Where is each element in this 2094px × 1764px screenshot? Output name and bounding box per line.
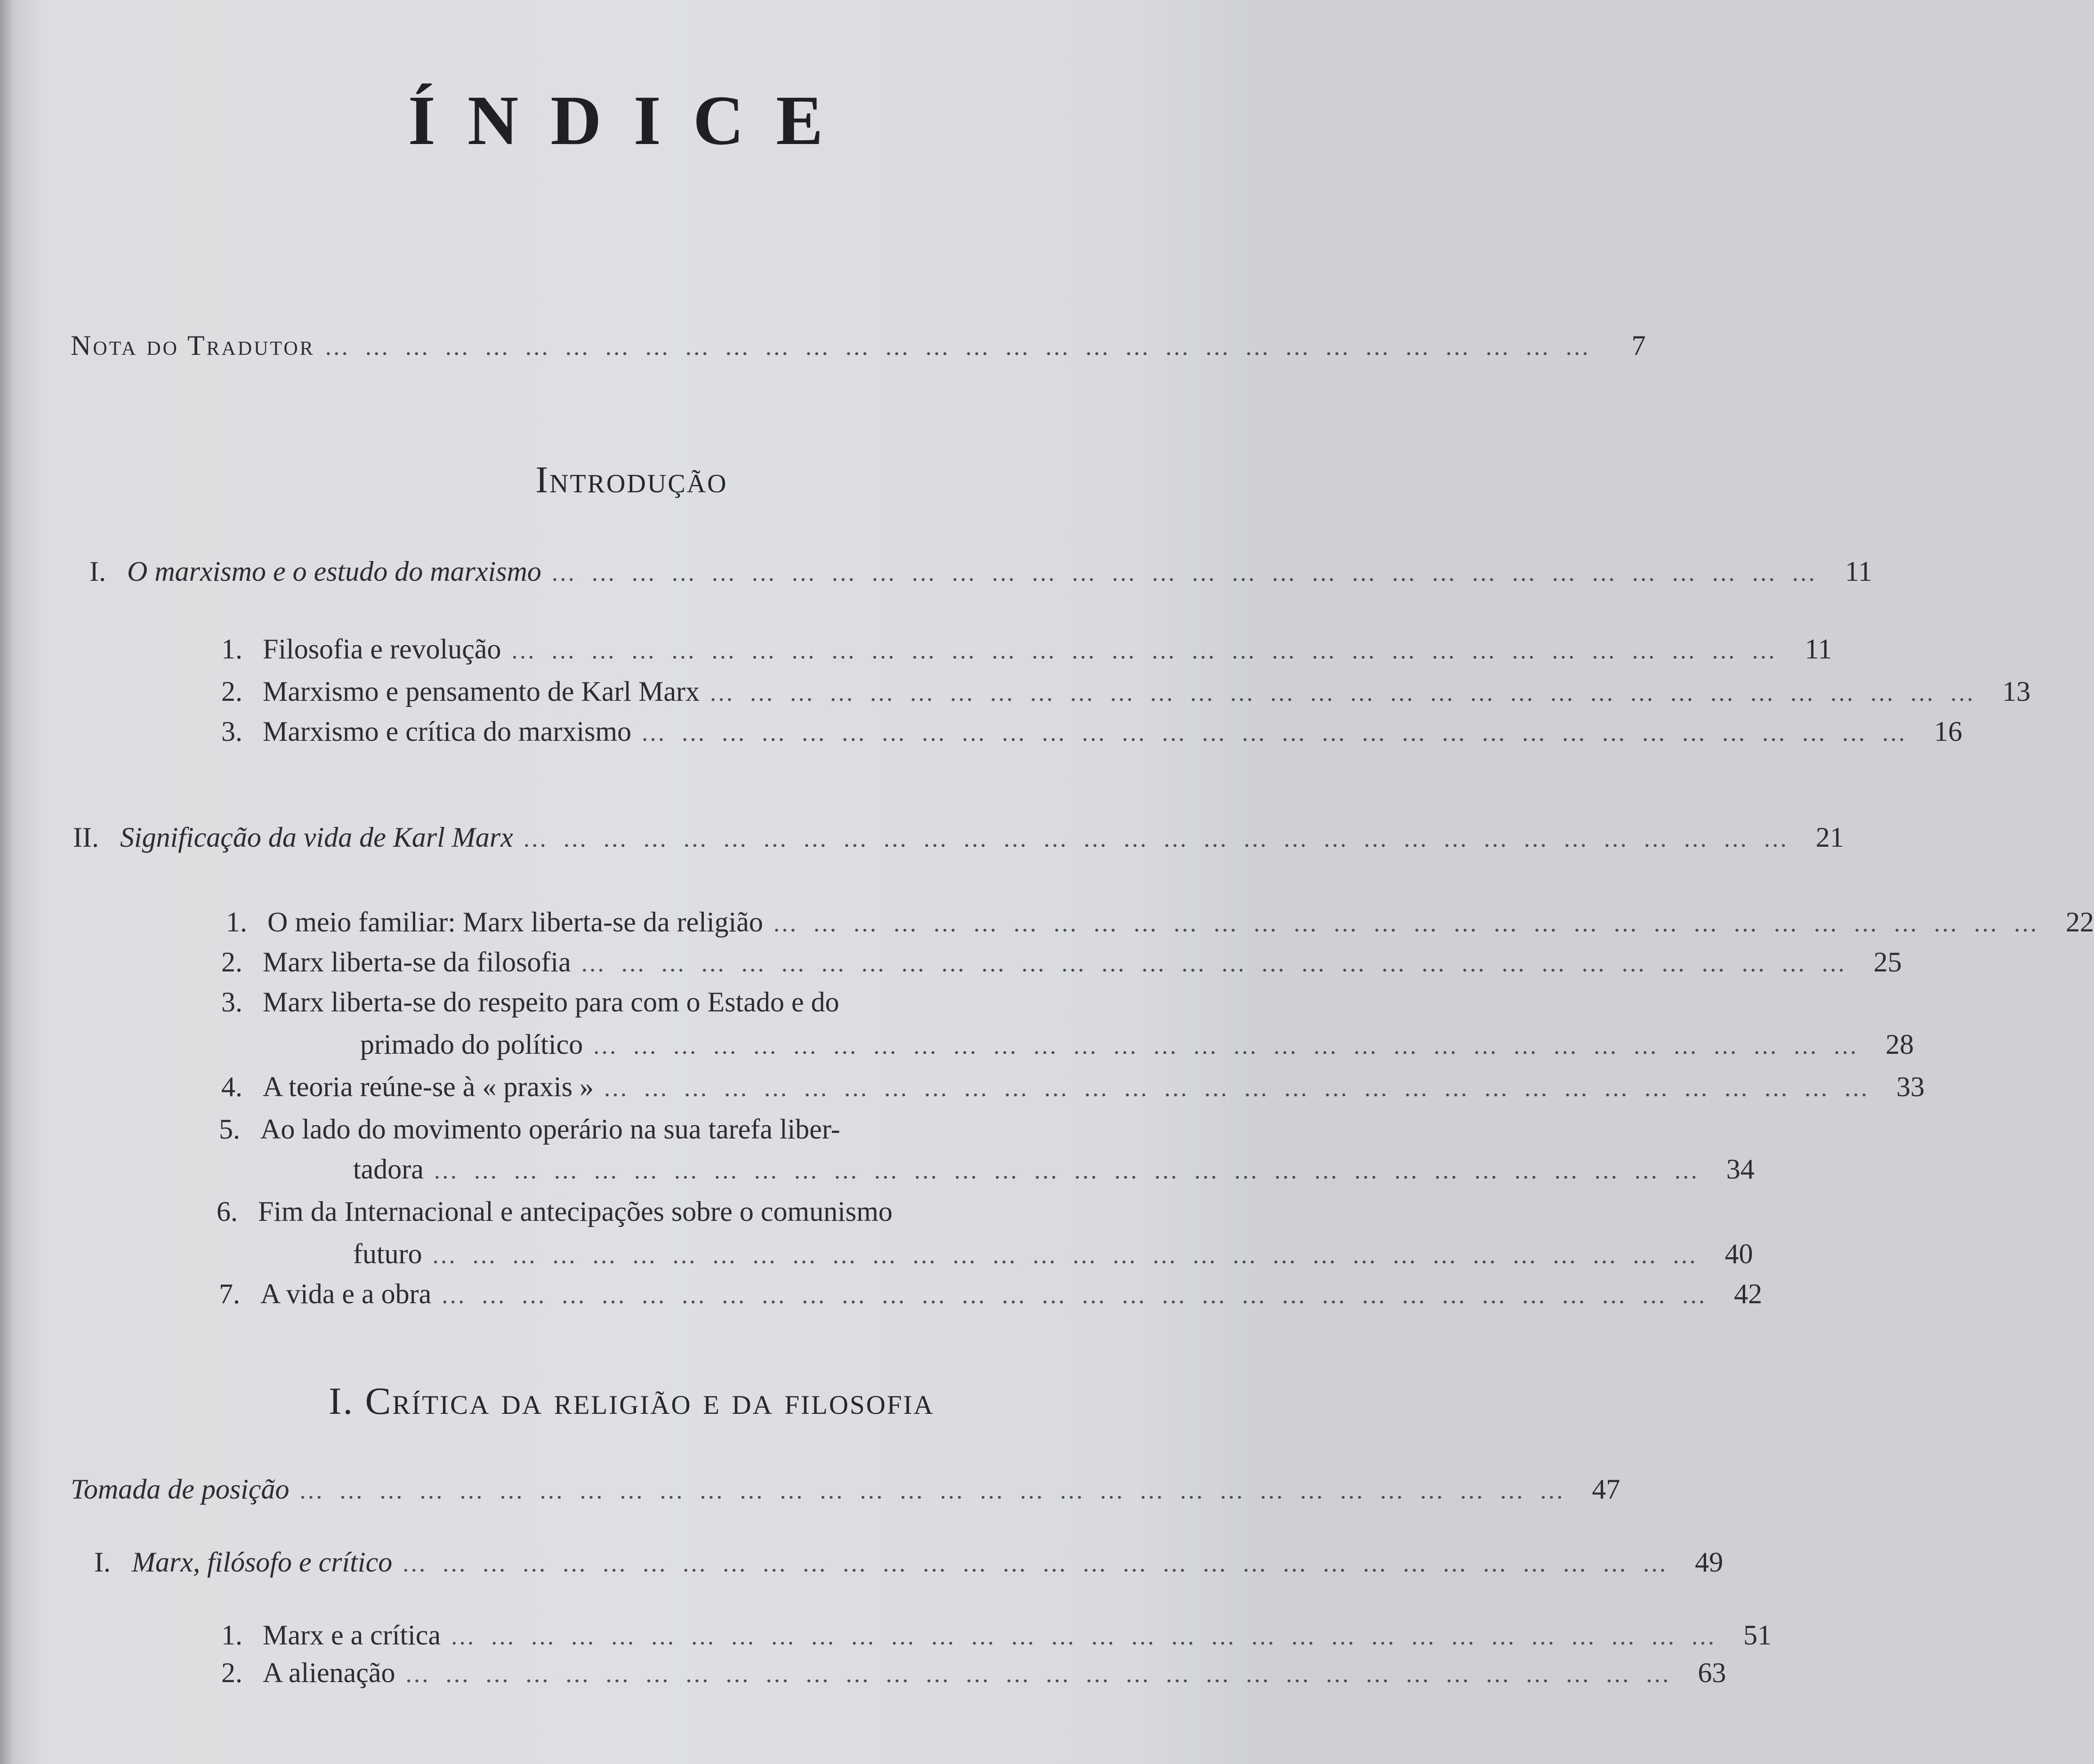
toc-item[interactable] (221, 1657, 1726, 1689)
toc-item[interactable] (221, 1071, 1925, 1103)
toc-item[interactable] (353, 1238, 1753, 1270)
item-number: 3. (221, 986, 242, 1018)
leader-dots: … … … … … … … … … … … … … … … … … … … … … … … … … … … … … … … … (580, 950, 1850, 977)
toc-page-number: 22 (2065, 906, 2094, 938)
item-label: Marx liberta-se da filosofia (263, 946, 571, 978)
toc-page-number: 16 (1934, 716, 1963, 747)
leader-dots: … … … … … … … … … … … … … … … … … … … … … … … … … … … … … … … … (324, 334, 1594, 361)
toc-page-number: 33 (1896, 1071, 1925, 1102)
page-title: ÍNDICE (408, 81, 855, 160)
toc-page-number: 47 (1592, 1474, 1620, 1505)
toc-item[interactable] (221, 1619, 1772, 1652)
item-label: Filosofia e revolução (263, 633, 501, 665)
item-label: A alienação (263, 1657, 395, 1688)
item-number: 2. (221, 946, 242, 978)
item-label: Marx liberta-se do respeito para com o Estado e do (263, 986, 839, 1018)
leader-dots: … … … … … … … … … … … … … … … … … … … … … … … … … … … … … … … … (772, 910, 2042, 937)
toc-page-number: 49 (1695, 1547, 1724, 1578)
toc-page-number: 21 (1815, 822, 1844, 853)
leader-dots: … … … … … … … … … … … … … … … … … … … … … … … … … … … … … … … … (592, 1033, 1862, 1059)
item-label: Marxismo e pensamento de Karl Marx (263, 676, 700, 707)
item-label: tadora (353, 1154, 424, 1185)
part-heading: I. Crítica da religião e da filosofia (329, 1379, 934, 1422)
toc-page-number: 34 (1726, 1154, 1755, 1185)
toc-entry-label (89, 555, 541, 588)
section-title: Significação da vida de Karl Marx (120, 822, 513, 853)
item-label: primado do político (360, 1029, 583, 1060)
section-title: Marx, filósofo e crítico (131, 1547, 393, 1578)
toc-entry-nota[interactable] (71, 329, 1646, 362)
toc-item[interactable] (226, 906, 2094, 938)
toc-entry-section-1[interactable] (89, 555, 1872, 588)
item-number: 7. (219, 1278, 240, 1309)
leader-dots: … … … … … … … … … … … … … … … … … … … … … … … … … … … … … … … … (522, 826, 1792, 852)
toc-item[interactable] (360, 1028, 1914, 1061)
toc-page-number: 51 (1743, 1620, 1772, 1651)
item-number: 1. (226, 906, 247, 938)
leader-dots: … … … … … … … … … … … … … … … … … … … … … … … … … … … … … … … … (441, 1282, 1711, 1309)
item-label: O meio familiar: Marx liberta-se da religião (267, 906, 763, 938)
section-title: O marxismo e o estudo do marxismo (127, 556, 541, 587)
toc-page-number: 7 (1631, 330, 1646, 361)
roman-numeral: I. (94, 1547, 111, 1578)
leader-dots: … … … … … … … … … … … … … … … … … … … … … … … … … … … … … … … … (402, 1550, 1672, 1577)
leader-dots: … … … … … … … … … … … … … … … … … … … … … … … … … … … … … … … … (450, 1623, 1720, 1650)
toc-item-line (217, 1195, 893, 1228)
toc-entry-label: Nota do Tradutor (71, 330, 315, 361)
item-number: 3. (221, 716, 242, 747)
roman-numeral: II. (73, 822, 99, 853)
item-label: Ao lado do movimento operário na sua tarefa liber- (260, 1114, 840, 1145)
toc-item[interactable] (353, 1153, 1755, 1186)
toc-item[interactable] (219, 1278, 1763, 1310)
item-label: Marxismo e crítica do marxismo (263, 716, 632, 747)
item-label: futuro (353, 1238, 422, 1269)
item-number: 6. (217, 1196, 238, 1227)
section-heading-introducao: Introdução (535, 459, 728, 501)
item-number: 2. (221, 1657, 242, 1688)
item-number: 2. (221, 676, 242, 707)
leader-dots: … … … … … … … … … … … … … … … … … … … … … … … … … … … … … … … … (550, 560, 1820, 586)
item-label: Fim da Internacional e antecipações sobre o comunismo (258, 1196, 893, 1227)
toc-item-line (219, 1113, 840, 1146)
item-label: Marx e a crítica (263, 1620, 441, 1651)
toc-item[interactable] (221, 675, 2031, 708)
leader-dots: … … … … … … … … … … … … … … … … … … … … … … … … … … … … … … … … (641, 720, 1911, 746)
item-label: A teoria reúne-se à « praxis » (263, 1071, 594, 1102)
toc-entry-label (73, 821, 513, 854)
toc-entry-tomada[interactable] (71, 1473, 1620, 1506)
toc-page-number: 28 (1885, 1029, 1914, 1060)
toc-page-number: 42 (1734, 1278, 1763, 1309)
toc-entry-section-2[interactable] (73, 821, 1844, 854)
toc-entry-section-3[interactable] (94, 1546, 1724, 1579)
item-number: 1. (221, 633, 242, 665)
toc-page-number: 63 (1698, 1657, 1726, 1688)
item-number: 5. (219, 1114, 240, 1145)
leader-dots: … … … … … … … … … … … … … … … … … … … … … … … … … … … … … … … … (709, 680, 1979, 706)
toc-item[interactable] (221, 715, 1963, 748)
leader-dots: … … … … … … … … … … … … … … … … … … … … … … … … … … … … … … … … (510, 637, 1780, 664)
toc-item[interactable] (221, 946, 1902, 978)
item-number: 1. (221, 1620, 242, 1651)
toc-page-number: 13 (2002, 676, 2031, 707)
roman-numeral: I. (89, 556, 106, 587)
toc-page-number: 40 (1724, 1238, 1753, 1269)
toc-page-number: 11 (1845, 556, 1872, 587)
leader-dots: … … … … … … … … … … … … … … … … … … … … … … … … … … … … … … … … (433, 1157, 1703, 1184)
leader-dots: … … … … … … … … … … … … … … … … … … … … … … … … … … … … … … … … (431, 1242, 1701, 1269)
toc-page-number: 11 (1804, 633, 1832, 665)
leader-dots: … … … … … … … … … … … … … … … … … … … … … … … … … … … … … … … … (603, 1075, 1873, 1102)
toc-item-line (221, 986, 839, 1018)
toc-entry-label (94, 1546, 392, 1579)
toc-page-number: 25 (1873, 946, 1902, 978)
toc-entry-label: Tomada de posição (71, 1474, 290, 1505)
leader-dots: … … … … … … … … … … … … … … … … … … … … … … … … … … … … … … … … (298, 1477, 1569, 1504)
item-number: 4. (221, 1071, 242, 1102)
item-label: A vida e a obra (260, 1278, 432, 1309)
toc-item[interactable] (221, 633, 1832, 666)
leader-dots: … … … … … … … … … … … … … … … … … … … … … … … … … … … … … … … … (404, 1661, 1675, 1688)
